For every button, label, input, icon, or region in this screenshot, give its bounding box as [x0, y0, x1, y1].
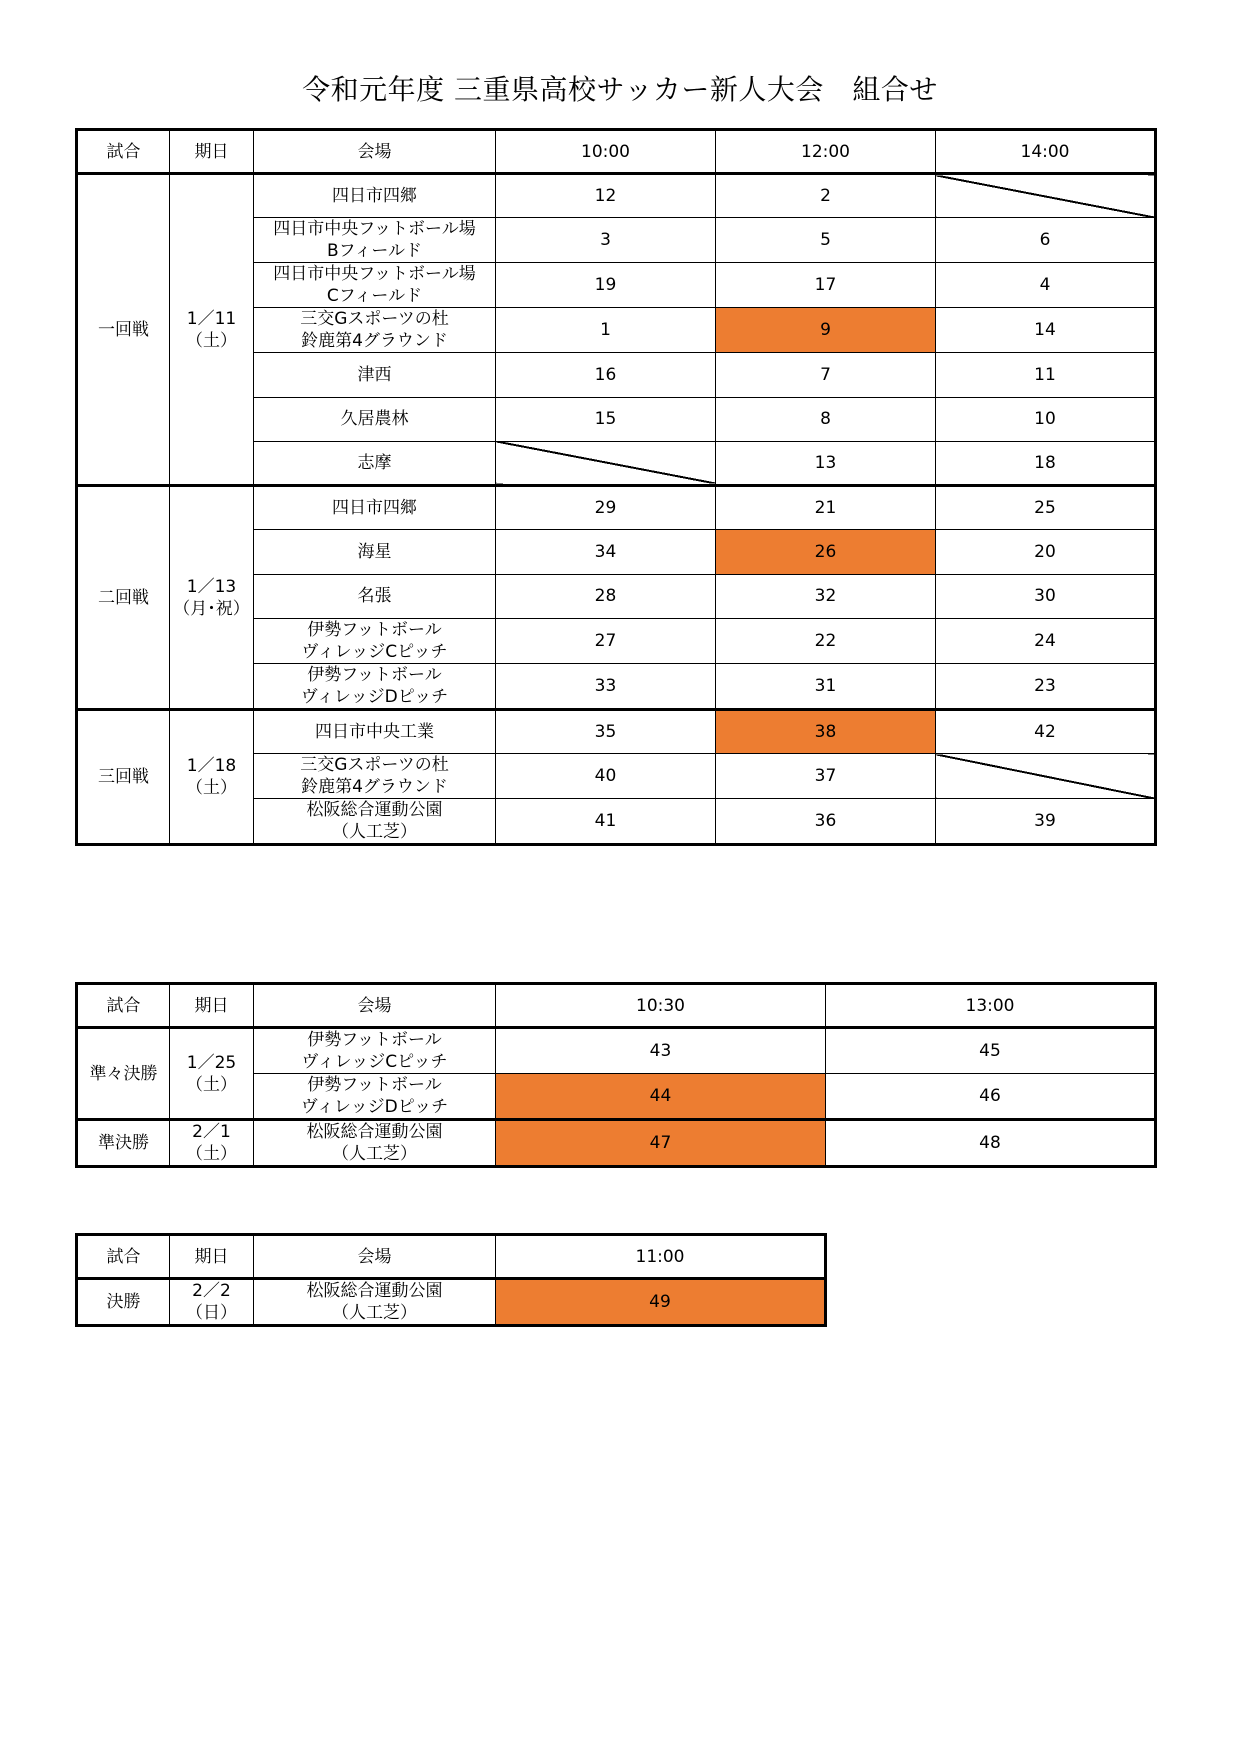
- match-number-cell: 40: [496, 754, 716, 799]
- round-name: 二回戦: [77, 486, 170, 710]
- match-number-cell: 44: [496, 1074, 826, 1120]
- round-date: [170, 710, 254, 845]
- date-text: 2／1: [192, 1122, 231, 1142]
- match-number-cell: 42: [936, 710, 1156, 754]
- weekday-text: （日）: [186, 1303, 237, 1323]
- round-date: [170, 1120, 254, 1167]
- header-cell: 10:00: [496, 130, 716, 174]
- venue-name: 松阪総合運動公園: [306, 800, 443, 821]
- venue-name: 伊勢フットボール: [307, 620, 442, 641]
- round-name: 準決勝: [77, 1120, 170, 1167]
- match-number-cell: 33: [496, 664, 716, 710]
- venue-cell: [254, 308, 496, 353]
- match-number-cell: 23: [936, 664, 1156, 710]
- venue-name: 名張: [357, 586, 392, 607]
- venue-name: 鈴鹿第4グラウンド: [301, 777, 448, 798]
- venue-name: 海星: [357, 542, 392, 563]
- venue-cell: [254, 1279, 496, 1326]
- venue-cell: [254, 218, 496, 263]
- weekday-text: （土）: [186, 778, 237, 799]
- match-number-cell: 28: [496, 574, 716, 618]
- match-number-cell: 47: [496, 1120, 826, 1167]
- round-name: 三回戦: [77, 710, 170, 845]
- match-number-cell: 17: [716, 263, 936, 308]
- schedule-row: [77, 1120, 1156, 1167]
- venue-name: ヴィレッジCピッチ: [301, 1052, 448, 1072]
- venue-name: 四日市四郷: [332, 186, 417, 207]
- venue-name: 志摩: [357, 453, 392, 474]
- match-number-cell: 24: [936, 619, 1156, 664]
- header-cell: 10:30: [496, 984, 826, 1028]
- venue-cell: [254, 530, 496, 574]
- venue-cell: [254, 754, 496, 799]
- venue-name: 四日市中央フットボール場: [273, 219, 476, 240]
- venue-name: 伊勢フットボール: [307, 1075, 442, 1095]
- date-text: 2／2: [192, 1281, 231, 1301]
- match-number-cell: 9: [716, 308, 936, 353]
- match-number-cell: 16: [496, 353, 716, 397]
- match-number-cell: 25: [936, 486, 1156, 530]
- match-number-cell: 11: [936, 353, 1156, 397]
- venue-name: （人工芝）: [332, 822, 417, 843]
- header-cell: 会場: [254, 130, 496, 174]
- match-number-cell: 34: [496, 530, 716, 574]
- header-cell: 11:00: [496, 1235, 826, 1279]
- match-number-cell: 26: [716, 530, 936, 574]
- weekday-text: （土）: [186, 1074, 237, 1095]
- match-number-cell: 19: [496, 263, 716, 308]
- round-date: [170, 174, 254, 486]
- date-text: 1／18: [186, 756, 237, 777]
- round-date: [170, 1028, 254, 1120]
- header-cell: 期日: [170, 1235, 254, 1279]
- date-text: 1／25: [186, 1052, 237, 1073]
- venue-cell: [254, 574, 496, 618]
- venue-name: 四日市中央工業: [315, 722, 434, 743]
- venue-cell: [254, 1120, 496, 1167]
- round-name: 準々決勝: [77, 1028, 170, 1120]
- round-name: 決勝: [77, 1279, 170, 1326]
- venue-name: 四日市中央フットボール場: [273, 264, 476, 285]
- header-cell: 試合: [77, 1235, 170, 1279]
- venue-name: Bフィールド: [327, 241, 422, 262]
- match-number-cell: 30: [936, 574, 1156, 618]
- header-cell: 会場: [254, 1235, 496, 1279]
- match-number-cell: 29: [496, 486, 716, 530]
- header-cell: 試合: [77, 130, 170, 174]
- venue-cell: [254, 1074, 496, 1120]
- venue-name: 松阪総合運動公園: [306, 1281, 443, 1301]
- venue-cell: [254, 353, 496, 397]
- match-number-cell: 20: [936, 530, 1156, 574]
- venue-name: 三交Gスポーツの杜: [300, 309, 449, 330]
- match-number-cell: 45: [826, 1028, 1156, 1074]
- match-number-cell: 14: [936, 308, 1156, 353]
- venue-name: 三交Gスポーツの杜: [300, 755, 449, 776]
- round-1-3-schedule-table: [75, 128, 1157, 846]
- venue-name: 伊勢フットボール: [307, 1030, 442, 1050]
- match-number-cell: 43: [496, 1028, 826, 1074]
- schedule-row: [77, 174, 1156, 218]
- match-number-cell: 13: [716, 441, 936, 485]
- header-cell: 試合: [77, 984, 170, 1028]
- match-number-cell: 49: [496, 1279, 826, 1326]
- schedule-row: [77, 1279, 826, 1326]
- match-number-cell: 15: [496, 397, 716, 441]
- venue-cell: [254, 397, 496, 441]
- venue-name: 四日市四郷: [332, 498, 417, 519]
- header-cell: 14:00: [936, 130, 1156, 174]
- match-number-cell: 38: [716, 710, 936, 754]
- round-name: 一回戦: [77, 174, 170, 486]
- venue-cell: [254, 799, 496, 845]
- match-number-cell: 4: [936, 263, 1156, 308]
- venue-name: 鈴鹿第4グラウンド: [301, 331, 448, 352]
- venue-name: ヴィレッジDピッチ: [300, 687, 449, 708]
- venue-name: （人工芝）: [332, 1144, 417, 1164]
- match-number-cell: 12: [496, 174, 716, 218]
- schedule-row: [77, 710, 1156, 754]
- empty-slot-cell: [936, 174, 1156, 218]
- match-number-cell: 36: [716, 799, 936, 845]
- weekday-text: （月･祝）: [173, 598, 250, 619]
- match-number-cell: 35: [496, 710, 716, 754]
- venue-name: ヴィレッジDピッチ: [300, 1097, 449, 1117]
- round-date: [170, 1279, 254, 1326]
- match-number-cell: 41: [496, 799, 716, 845]
- match-number-cell: 21: [716, 486, 936, 530]
- header-cell: 13:00: [826, 984, 1156, 1028]
- page-title: 令和元年度 三重県高校サッカー新人大会 組合せ: [302, 73, 938, 106]
- match-number-cell: 31: [716, 664, 936, 710]
- venue-name: Cフィールド: [326, 286, 423, 307]
- empty-slot-cell: [936, 754, 1156, 799]
- venue-name: ヴィレッジCピッチ: [301, 642, 448, 663]
- venue-name: 久居農林: [340, 409, 409, 430]
- match-number-cell: 27: [496, 619, 716, 664]
- match-number-cell: 46: [826, 1074, 1156, 1120]
- match-number-cell: 32: [716, 574, 936, 618]
- match-number-cell: 10: [936, 397, 1156, 441]
- schedule-row: [77, 486, 1156, 530]
- venue-name: 松阪総合運動公園: [306, 1122, 443, 1142]
- match-number-cell: 3: [496, 218, 716, 263]
- header-cell: 期日: [170, 984, 254, 1028]
- venue-cell: [254, 1028, 496, 1074]
- venue-cell: [254, 174, 496, 218]
- venue-name: 津西: [357, 364, 392, 385]
- match-number-cell: 48: [826, 1120, 1156, 1167]
- venue-cell: [254, 710, 496, 754]
- match-number-cell: 6: [936, 218, 1156, 263]
- final-table: [75, 1233, 827, 1327]
- weekday-text: （土）: [186, 330, 237, 351]
- match-number-cell: 5: [716, 218, 936, 263]
- match-number-cell: 18: [936, 441, 1156, 485]
- quarterfinal-semifinal-table: [75, 982, 1157, 1168]
- header-cell: 期日: [170, 130, 254, 174]
- round-date: [170, 486, 254, 710]
- match-number-cell: 2: [716, 174, 936, 218]
- match-number-cell: 7: [716, 353, 936, 397]
- match-number-cell: 1: [496, 308, 716, 353]
- match-number-cell: 37: [716, 754, 936, 799]
- empty-slot-cell: [496, 441, 716, 485]
- match-number-cell: 39: [936, 799, 1156, 845]
- venue-cell: [254, 263, 496, 308]
- venue-name: （人工芝）: [332, 1303, 417, 1323]
- schedule-row: [77, 1028, 1156, 1074]
- venue-cell: [254, 486, 496, 530]
- venue-name: 伊勢フットボール: [307, 665, 442, 686]
- header-cell: 会場: [254, 984, 496, 1028]
- match-number-cell: 22: [716, 619, 936, 664]
- venue-cell: [254, 441, 496, 485]
- weekday-text: （土）: [186, 1144, 237, 1164]
- date-text: 1／13: [186, 576, 237, 597]
- venue-cell: [254, 664, 496, 710]
- date-text: 1／11: [186, 308, 237, 329]
- match-number-cell: 8: [716, 397, 936, 441]
- venue-cell: [254, 619, 496, 664]
- header-cell: 12:00: [716, 130, 936, 174]
